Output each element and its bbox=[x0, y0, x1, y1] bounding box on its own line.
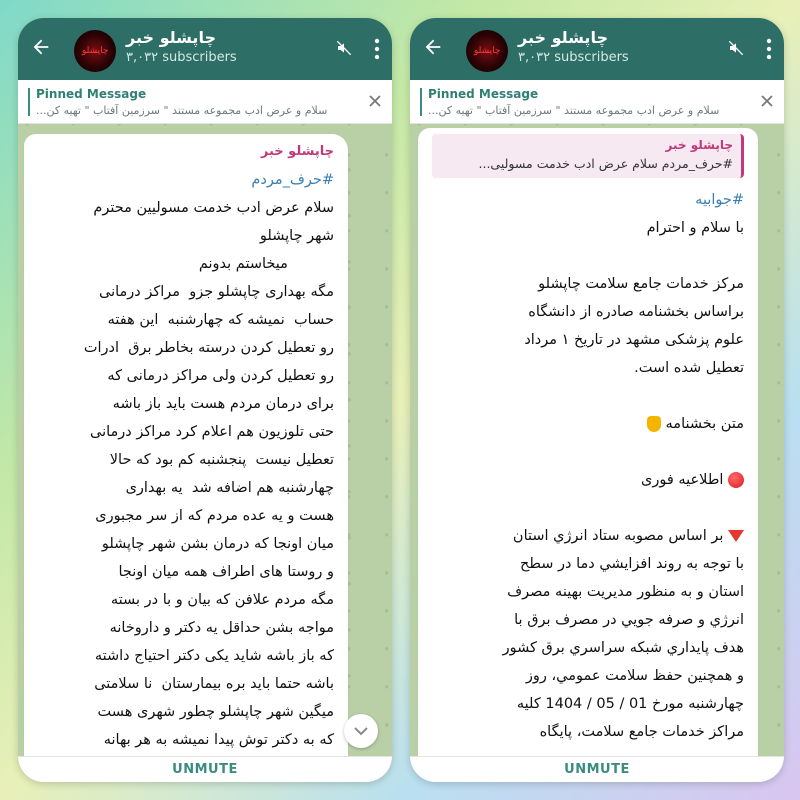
mute-icon[interactable] bbox=[336, 40, 352, 56]
pinned-indicator bbox=[28, 88, 30, 116]
chevron-down-icon bbox=[353, 724, 369, 738]
scroll-down-button[interactable] bbox=[344, 714, 378, 748]
channel-title[interactable]: چاپشلو خبر bbox=[126, 28, 216, 47]
more-vertical-icon[interactable] bbox=[374, 38, 380, 60]
message-body: سلام عرض ادب خدمت مسولیین محترم شهر چاپشلو میخاستم بدونم مگه بهداری چاپشلو جزو مراکز درمانی حساب نمیشه که چهارشنبه این هفته رو تعطیل کردن درسته بخاطر برق ادرات رو تعطیل کردن ولی مراکز درمانی که برای درمان مردم هست باید باز باشه حتی تلوزیون هم اعلام کرد مراکز درمانی تعطیل نیست پنجشنبه کم بود که حالا چهارشنبه هم اضافه شد یه بهداری هست و یه عده مردم که از سر مجبوری میان اونجا که درمان بشن شهر چاپشلو و روستا های اطراف همه میان اونجا مگه مردم علافن که بیان و با در بسته مواجه بشن حداقل یه دکتر و داروخانه که باز باشه شاید یکی دکتر احتیاج داشته باشه حتما باید بره بیمارستان نا سلامتی میگین شهر چاپشلو چطور شهری هست که به دکتر توش پیدا نمیشه به هر بهانه bbox=[83, 200, 334, 748]
unmute-button[interactable]: UNMUTE bbox=[564, 762, 630, 777]
close-icon[interactable] bbox=[368, 94, 382, 108]
message-text bbox=[428, 186, 744, 746]
reply-sender: چاپشلو خبر bbox=[665, 138, 733, 152]
reply-text: #حرف_مردم سلام عرض ادب خدمت مسولیی... bbox=[478, 156, 733, 171]
subscriber-count: ۳,۰۳۲ subscribers bbox=[126, 50, 237, 65]
notice-label: اطلاعیه فوری bbox=[640, 472, 724, 488]
pinned-indicator bbox=[420, 88, 422, 116]
hashtag-link[interactable]: #حرف_مردم bbox=[251, 172, 334, 188]
paragraph-2: بر اساس مصوبه ستاد انرژي استان با توجه به روند افزايشي دما در سطح استان و به منظور مديريت بهينه مصرف انرژي و صرفه جويي در مصرف برق با هدف پايداري شبكه سراسري برق كشور و همچنين حفظ سلامت عمومي، روز چهارشنبه مورخ 01 / 05 / 1404 كليه مراكز خدمات جامع سلامت، پايگاه bbox=[502, 528, 744, 740]
red-circle-icon bbox=[728, 472, 744, 488]
pinned-message-bar[interactable] bbox=[18, 80, 392, 124]
greeting-text: با سلام و احترام bbox=[646, 220, 744, 236]
subscriber-count: ۳,۰۳۲ subscribers bbox=[518, 50, 629, 65]
chat-header bbox=[410, 18, 784, 80]
bottom-bar bbox=[18, 756, 392, 782]
reply-quote[interactable] bbox=[432, 134, 744, 178]
pointing-down-hand-icon bbox=[647, 416, 661, 432]
channel-avatar[interactable] bbox=[466, 30, 508, 72]
mute-icon[interactable] bbox=[728, 40, 744, 56]
red-triangle-icon bbox=[728, 530, 744, 542]
channel-avatar[interactable] bbox=[74, 30, 116, 72]
bottom-bar bbox=[410, 756, 784, 782]
more-vertical-icon[interactable] bbox=[766, 38, 772, 60]
chat-header bbox=[18, 18, 392, 80]
avatar-logo-text: چاپشلو bbox=[82, 46, 109, 56]
avatar-logo-text: چاپشلو bbox=[474, 46, 501, 56]
channel-title[interactable]: چاپشلو خبر bbox=[518, 28, 608, 47]
pinned-title: Pinned Message bbox=[36, 87, 147, 101]
pinned-title: Pinned Message bbox=[428, 87, 539, 101]
pinned-text: سلام و عرض ادب مجموعه مستند " سرزمین آفتاب " تهیه کن... bbox=[36, 104, 328, 117]
hashtag-link[interactable]: #جوابیه bbox=[695, 192, 744, 208]
pinned-text: سلام و عرض ادب مجموعه مستند " سرزمین آفتاب " تهیه کن... bbox=[428, 104, 720, 117]
circular-label: متن بخشنامه bbox=[665, 416, 744, 432]
back-arrow-icon[interactable] bbox=[30, 36, 52, 58]
close-icon[interactable] bbox=[760, 94, 774, 108]
message-text bbox=[34, 166, 334, 754]
phone-screen-left bbox=[18, 18, 392, 782]
back-arrow-icon[interactable] bbox=[422, 36, 444, 58]
unmute-button[interactable]: UNMUTE bbox=[172, 762, 238, 777]
message-sender: چاپشلو خبر bbox=[260, 144, 334, 159]
pinned-message-bar[interactable] bbox=[410, 80, 784, 124]
phone-screen-right bbox=[410, 18, 784, 782]
message-bubble bbox=[418, 128, 758, 782]
message-bubble bbox=[24, 134, 348, 782]
paragraph-1: مرکز خدمات جامع سلامت چاپشلو براساس بخشنامه صادره از دانشگاه علوم پزشکی مشهد در تاریخ ۱ مرداد تعطیل شده است. bbox=[524, 276, 744, 376]
